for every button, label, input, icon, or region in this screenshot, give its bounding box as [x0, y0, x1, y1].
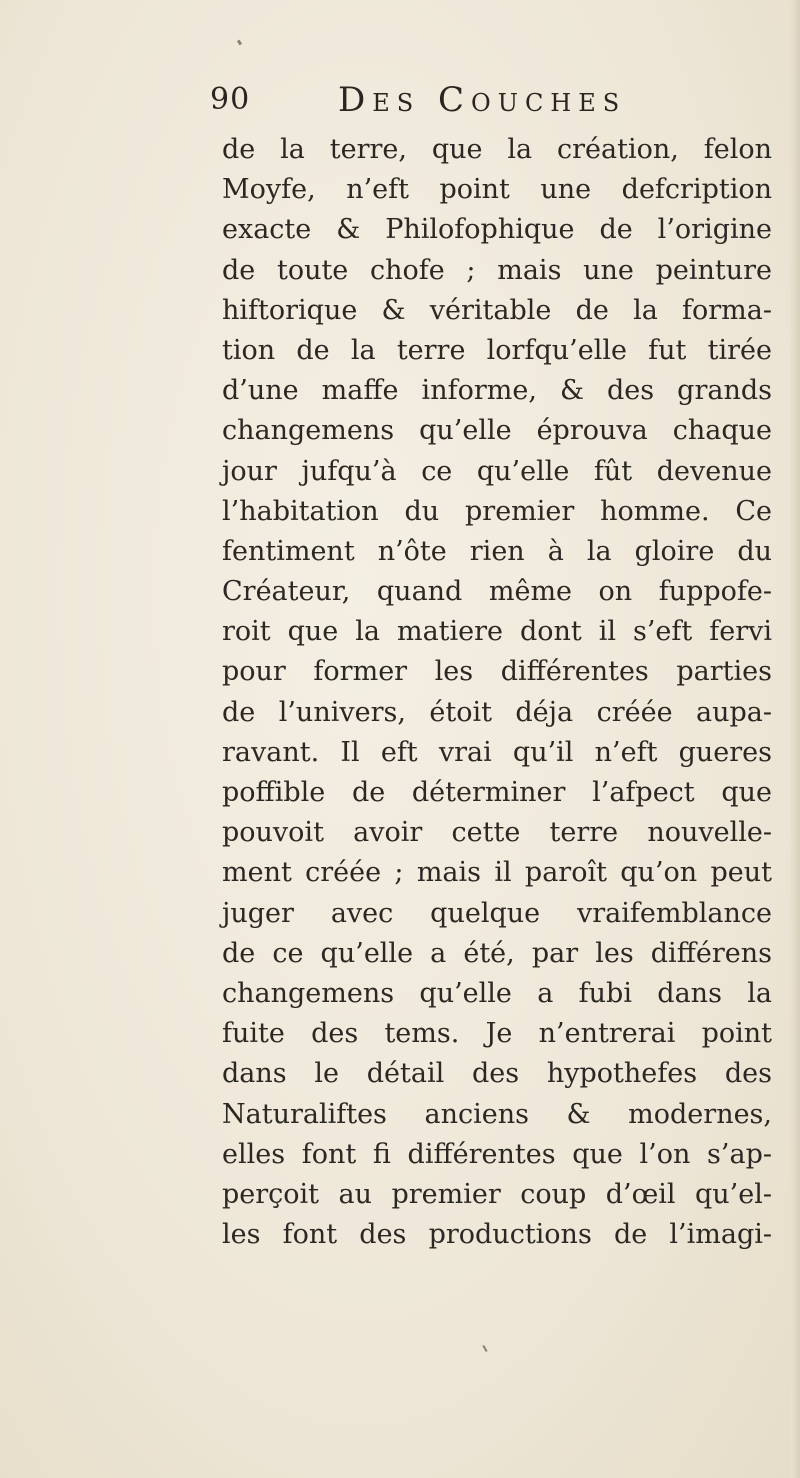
running-title: Des Couches [338, 80, 627, 120]
body-text [222, 130, 772, 1255]
text-line: hiftorique & véritable de la forma- [222, 294, 772, 326]
text-line: roit que la matiere dont il s’eft fervi [222, 616, 772, 648]
text-line: d’une maffe informe, & des grands [222, 375, 772, 407]
text-line: fentiment n’ôte rien à la gloire du [222, 535, 772, 567]
text-line: pouvoit avoir cette terre nouvelle- [222, 817, 772, 849]
text-line: changemens qu’elle a fubi dans la [222, 977, 772, 1009]
text-line: ravant. Il eft vrai qu’il n’eft gueres [222, 736, 772, 768]
text-line: l’habitation du premier homme. Ce [222, 495, 772, 527]
paper-speck [482, 1345, 487, 1352]
text-line: Naturaliftes anciens & modernes, [222, 1098, 772, 1130]
text-line: tion de la terre lorfqu’elle fut tirée [222, 334, 772, 366]
text-line: Créateur, quand même on fuppofe- [222, 576, 772, 608]
text-line: elles font fi différentes que l’on s’ap- [222, 1138, 772, 1170]
text-line: Moyfe, n’eft point une defcription [222, 174, 772, 206]
text-line: pour former les différentes parties [222, 656, 772, 688]
text-line: juger avec quelque vraifemblance [222, 897, 772, 929]
text-line: dans le détail des hypothefes des [222, 1058, 772, 1090]
text-line: de la terre, que la création, felon [222, 134, 772, 165]
page-number: 90 [210, 82, 251, 117]
text-line: poffible de déterminer l’afpect que [222, 777, 772, 808]
text-line: perçoit au premier coup d’œil qu’el- [222, 1178, 772, 1210]
text-line: fuite des tems. Je n’entrerai point [222, 1018, 772, 1050]
text-line: de toute chofe ; mais une peinture [222, 254, 772, 286]
page-edge [790, 0, 800, 1478]
text-line: exacte & Philofophique de l’origine [222, 214, 772, 246]
text-line: de l’univers, étoit déja créée aupa- [222, 696, 772, 728]
page-header [210, 80, 770, 130]
text-line: de ce qu’elle a été, par les différens [222, 937, 772, 969]
text-line: ment créée ; mais il paroît qu’on peut [222, 857, 772, 889]
text-line: jour jufqu’à ce qu’elle fût devenue [222, 455, 772, 487]
text-line: changemens qu’elle éprouva chaque [222, 415, 772, 447]
text-line: les font des productions de l’imagi- [222, 1219, 772, 1251]
paper-speck [237, 40, 242, 46]
